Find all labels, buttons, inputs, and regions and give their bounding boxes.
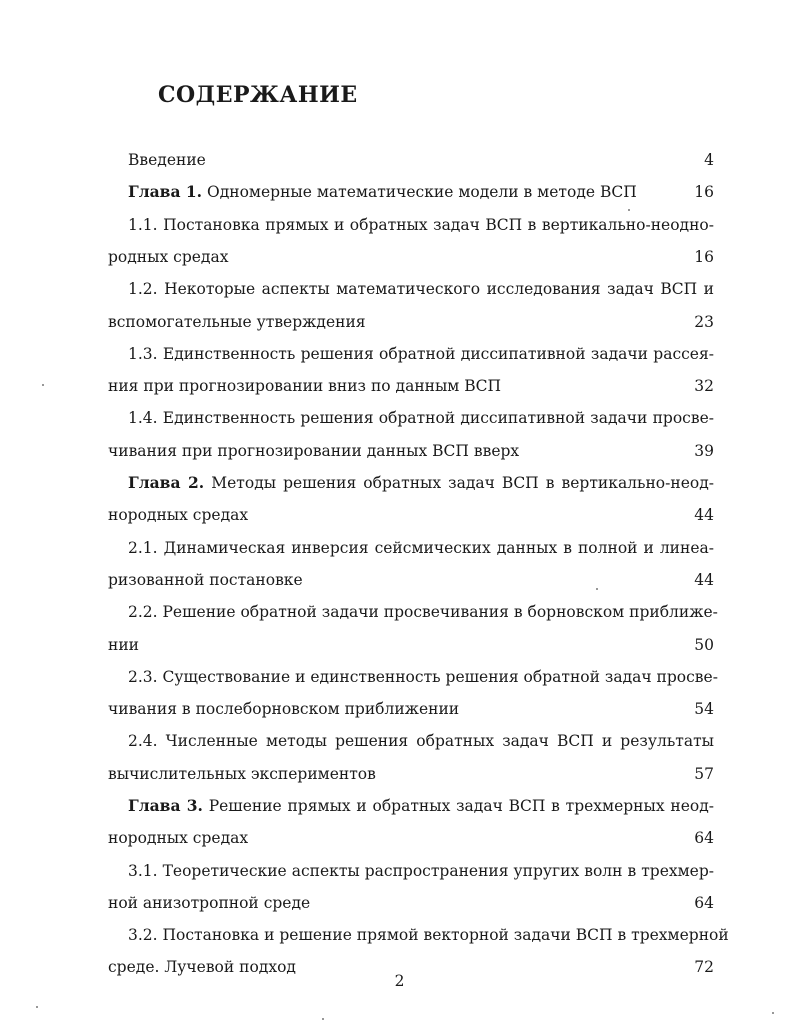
chapter-label: Глава 1. [128,182,203,201]
toc-entry-text: вспомогательные утверждения [108,313,366,331]
toc-page-number: 16 [694,183,714,201]
chapter-label: Глава 2. [128,473,205,492]
toc-page-number: 4 [704,151,714,169]
toc-entry [128,279,714,299]
toc-entry [128,150,714,170]
toc-entry [128,538,714,558]
toc-entry [108,570,714,590]
toc-entry [108,376,714,396]
toc-entry [128,602,718,622]
toc-page-number: 64 [694,829,714,847]
toc-chapter-entry [128,473,714,493]
toc-entry [128,925,729,945]
toc-entry [108,247,714,267]
toc-entry-text: Решение прямых и обратных задач ВСП в трехмерных неод- [208,797,714,815]
toc-entry-text: 1.2. Некоторые аспекты математического исследования задач ВСП и [128,280,714,298]
toc-page-number: 54 [694,700,714,718]
toc-entry-text: 2.2. Решение обратной задачи просвечивания в борновском приближе- [128,603,718,621]
toc-page-number: 72 [694,958,714,976]
toc-entry [128,861,714,881]
scan-speck [628,209,630,211]
scan-speck [772,1012,774,1014]
toc-entry-text: 2.3. Существование и единственность решения обратной задач просве- [128,668,718,686]
scan-speck [322,1018,324,1020]
toc-entry [108,635,714,655]
toc-page-number: 44 [694,571,714,589]
page-number: 2 [394,972,405,990]
toc-entry-text: 1.1. Постановка прямых и обратных задач ВСП в вертикально-неодно- [128,216,714,234]
toc-page-number: 23 [694,313,714,331]
toc-entry [128,215,714,235]
toc-entry-text: 2.4. Численные методы решения обратных задач ВСП и результаты [128,732,714,750]
toc-entry-text: среде. Лучевой подход [108,958,296,976]
chapter-label: Глава 3. [128,796,203,815]
toc-entry [108,312,714,332]
toc-page-number: 32 [694,377,714,395]
toc-entry-text: чивания в послеборновском приближении [108,700,460,718]
scan-speck [596,588,598,590]
toc-entry [128,731,714,751]
toc-entry [108,505,714,525]
toc-entry-text: Одномерные математические модели в методе ВСП [207,183,637,201]
toc-entry-text: 1.3. Единственность решения обратной диссипативной задачи рассея- [128,345,714,363]
scan-speck [36,1006,38,1008]
toc-entry-text: нородных средах [108,506,249,524]
toc-page-number: 16 [694,248,714,266]
toc-entry-text: чивания при прогнозировании данных ВСП вверх [108,442,520,460]
toc-entry-text: Введение [128,151,206,169]
toc-entry-text: 1.4. Единственность решения обратной диссипативной задачи просве- [128,409,714,427]
toc-entry [128,667,718,687]
toc-entry-text: нии [108,636,139,654]
toc-page-number: 44 [694,506,714,524]
toc-chapter-entry [128,182,714,202]
toc-page-number: 57 [694,765,714,783]
toc-entry [108,699,714,719]
toc-entry-text: нородных средах [108,829,249,847]
toc-entry [108,764,714,784]
toc-entry-text: 3.1. Теоретические аспекты распространения упругих волн в трехмер- [128,862,714,880]
scan-speck [42,384,44,386]
toc-entry [108,828,714,848]
toc-entry [128,408,714,428]
toc-entry-text: родных средах [108,248,229,266]
toc-entry [128,344,714,364]
toc-entry-text: Методы решения обратных задач ВСП в вертикально-неод- [211,474,714,492]
toc-page-number: 50 [694,636,714,654]
toc-entry-text: 2.1. Динамическая инверсия сейсмических данных в полной и линеа- [128,539,714,557]
toc-entry [108,441,714,461]
toc-entry-text: вычислительных экспериментов [108,765,376,783]
toc-entry-text: 3.2. Постановка и решение прямой векторной задачи ВСП в трехмерной [128,926,729,944]
toc-chapter-entry [128,796,714,816]
page-title: СОДЕРЖАНИЕ [158,82,358,108]
toc-entry-text: ния при прогнозировании вниз по данным ВСП [108,377,502,395]
toc-entry [108,893,714,913]
toc-page-number: 64 [694,894,714,912]
toc-page-number: 39 [694,442,714,460]
toc-entry-text: ной анизотропной среде [108,894,311,912]
toc-entry-text: ризованной постановке [108,571,303,589]
